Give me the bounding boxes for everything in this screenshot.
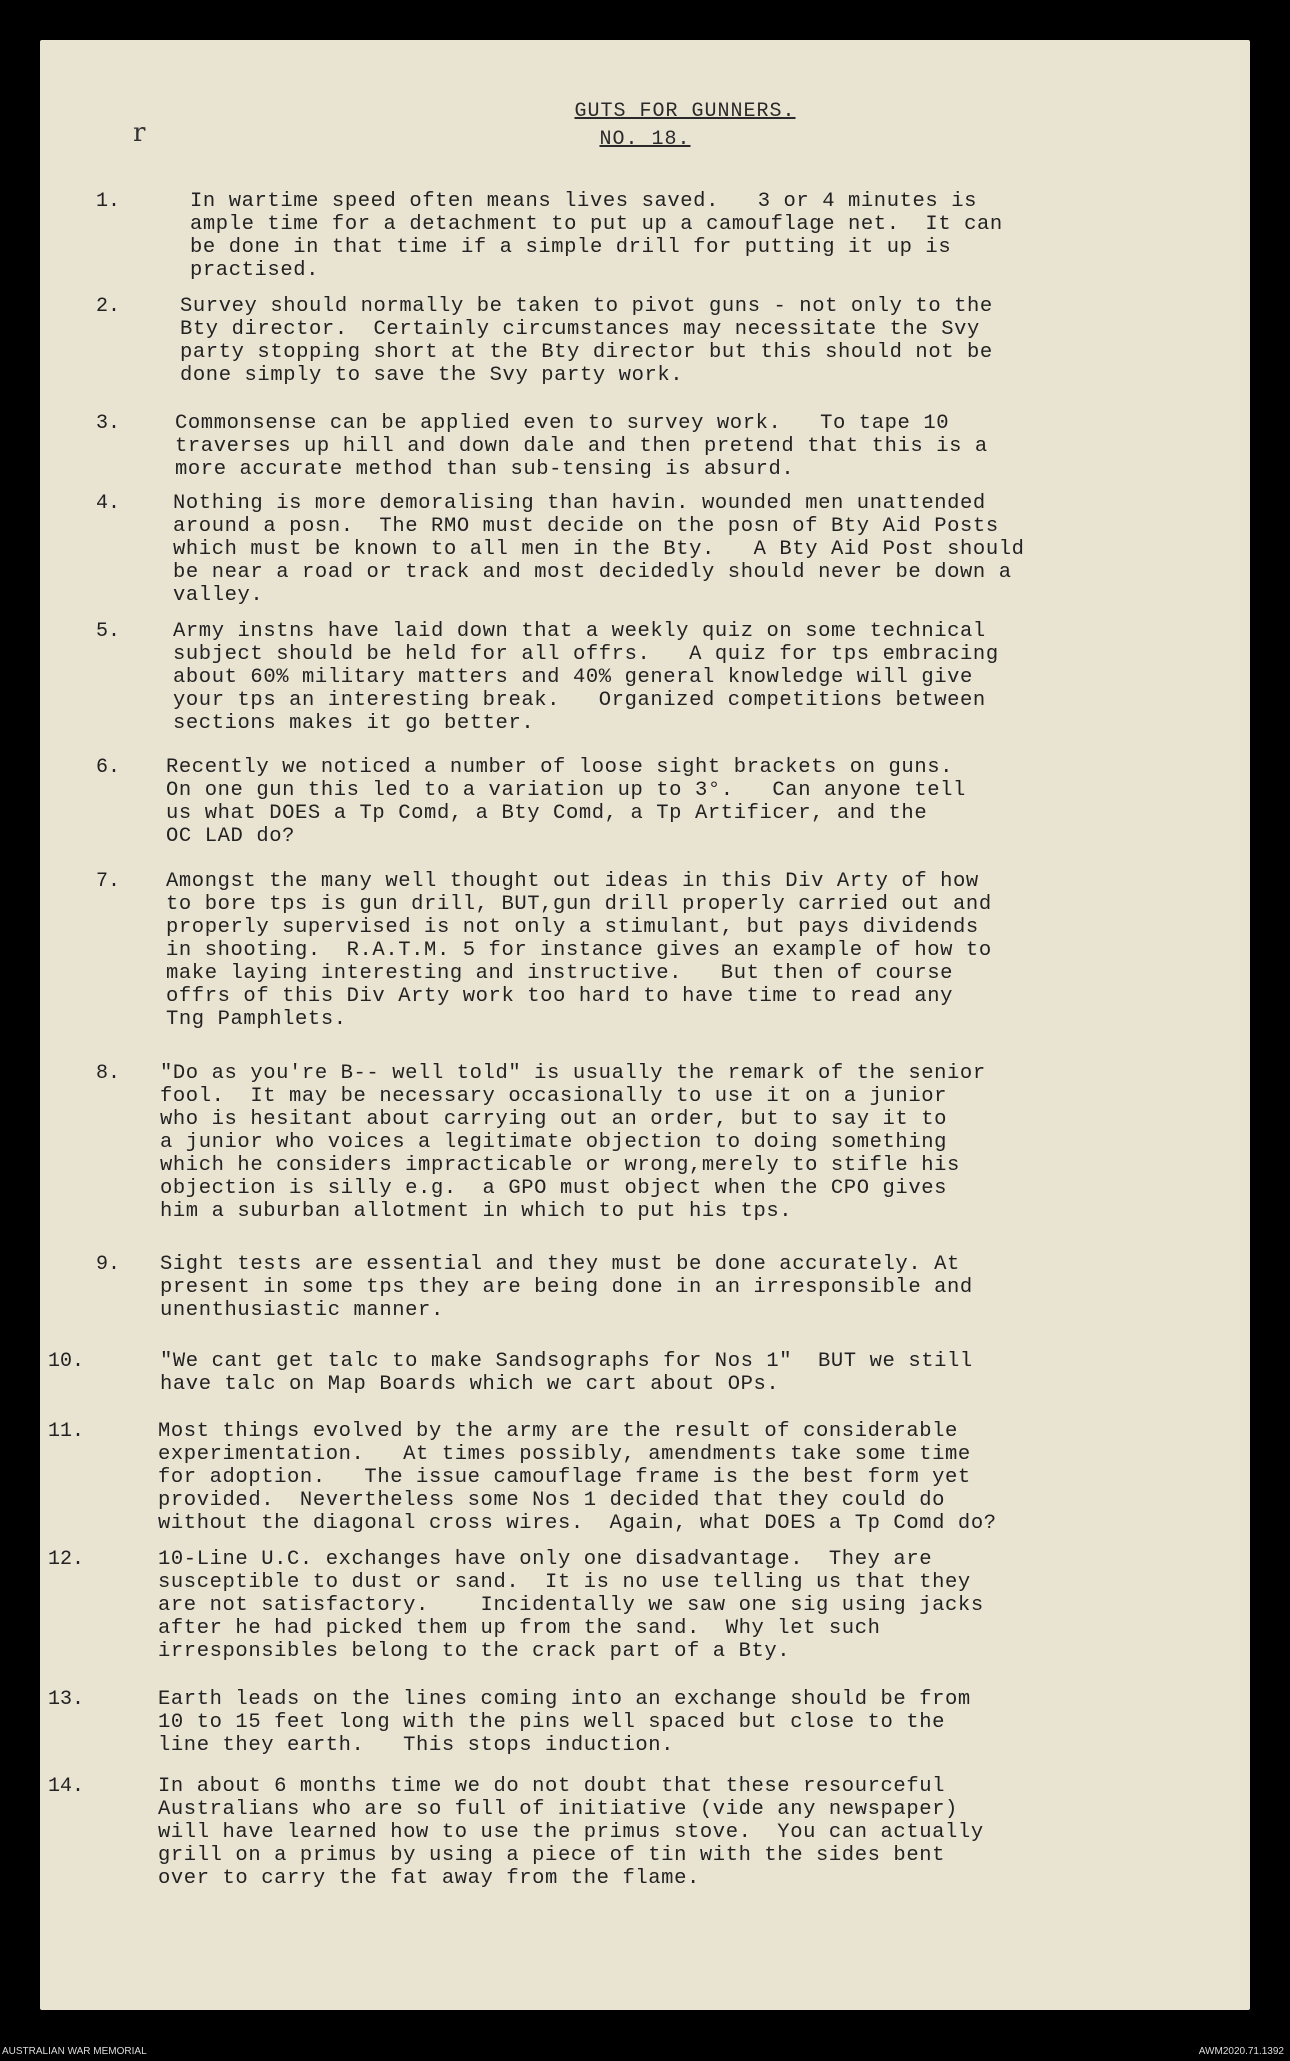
item-text: Survey should normally be taken to pivot guns - not only to the Bty director. Certainly circumstances may necessitate the Svy party stopping short at the Bty director but this should not be done simply to save the Svy party work. [180,295,993,387]
footer-credit: AUSTRALIAN WAR MEMORIAL [2,2046,147,2057]
item-text: Amongst the many well thought out ideas in this Div Arty of how to bore tps is gun drill, BUT,gun drill properly carried out and properly supervised is not only a stimulant, but pays dividends in shooting. R.A.T.M. 5 for instance gives an example of how to make laying interesting and instructive. But then of course offrs of this Div Arty work too hard to have time to read any Tng Pamphlets. [166,870,992,1031]
item-number: 2. [95,295,120,318]
pencil-mark: r [133,118,146,148]
item-number: 14. [48,1775,85,1798]
item-text: In about 6 months time we do not doubt that these resourceful Australians who are so full of initiative (vide any newspaper) will have learned how to use the primus stove. You can actually grill on a primus by using a piece of tin with the sides bent over to carry the fat away from the flame. [158,1775,984,1890]
footer-accession-number: AWM2020.71.1392 [1198,2046,1284,2057]
document-number: NO. 18. [599,128,691,151]
document-title: GUTS FOR GUNNERS. [574,100,796,123]
item-number: 4. [95,492,120,515]
item-number: 1. [95,190,120,213]
item-number: 5. [95,620,120,643]
item-text: 10-Line U.C. exchanges have only one disadvantage. They are susceptible to dust or sand. It is no use telling us that they are not satisfactory. Incidentally we saw one sig using jacks after he had picked them up from the sand. Why let such irresponsibles belong to the crack part of a Bty. [158,1548,984,1663]
item-text: Recently we noticed a number of loose sight brackets on guns. On one gun this led to a variation up to 3°. Can anyone tell us what DOES a Tp Comd, a Bty Comd, a Tp Artificer, and the OC LAD do? [166,756,966,848]
item-number: 13. [48,1688,85,1711]
item-number: 11. [48,1420,85,1443]
item-text: Commonsense can be applied even to survey work. To tape 10 traverses up hill and down dale and then pretend that this is a more accurate method than sub-tensing is absurd. [175,412,988,481]
item-number: 7. [95,870,120,893]
item-number: 9. [95,1253,120,1276]
item-number: 10. [48,1350,85,1373]
item-text: Most things evolved by the army are the result of considerable experimentation. At times possibly, amendments take some time for adoption. The issue camouflage frame is the best form yet provided. Nevertheless some Nos 1 decided that they could do without the diagonal cross wires. Again, what DOES a Tp Comd do? [158,1420,997,1535]
item-text: Nothing is more demoralising than havin. wounded men unattended around a posn. The RMO must decide on the posn of Bty Aid Posts which must be known to all men in the Bty. A Bty Aid Post should be near a road or track and most decidedly should never be down a valley. [173,492,1025,607]
item-text: Army instns have laid down that a weekly quiz on some technical subject should be held for all offrs. A quiz for tps embracing about 60% military matters and 40% general knowledge will give your tps an interesting break. Organized competitions between sections makes it go better. [173,620,999,735]
item-text: "Do as you're B-- well told" is usually the remark of the senior fool. It may be necessary occasionally to use it on a junior who is hesitant about carrying out an order, but to say it to a junior who voices a legitimate objection to doing something which he considers impracticable or wrong,merely to stifle his objection is silly e.g. a GPO must object when the CPO gives him a suburban allotment in which to put his tps. [160,1062,986,1223]
document-page [40,40,1250,2010]
item-text: "We cant get talc to make Sandsographs for Nos 1" BUT we still have talc on Map Boards which we cart about OPs. [160,1350,973,1396]
item-number: 8. [95,1062,120,1085]
item-number: 3. [95,412,120,435]
item-text: In wartime speed often means lives saved. 3 or 4 minutes is ample time for a detachment to put up a camouflage net. It can be done in that time if a simple drill for putting it up is practised. [190,190,1003,282]
item-text: Sight tests are essential and they must be done accurately. At present in some tps they are being done in an irresponsible and unenthusiastic manner. [160,1253,973,1322]
item-number: 6. [95,756,120,779]
item-number: 12. [48,1548,85,1571]
item-text: Earth leads on the lines coming into an exchange should be from 10 to 15 feet long with the pins well spaced but close to the line they earth. This stops induction. [158,1688,971,1757]
